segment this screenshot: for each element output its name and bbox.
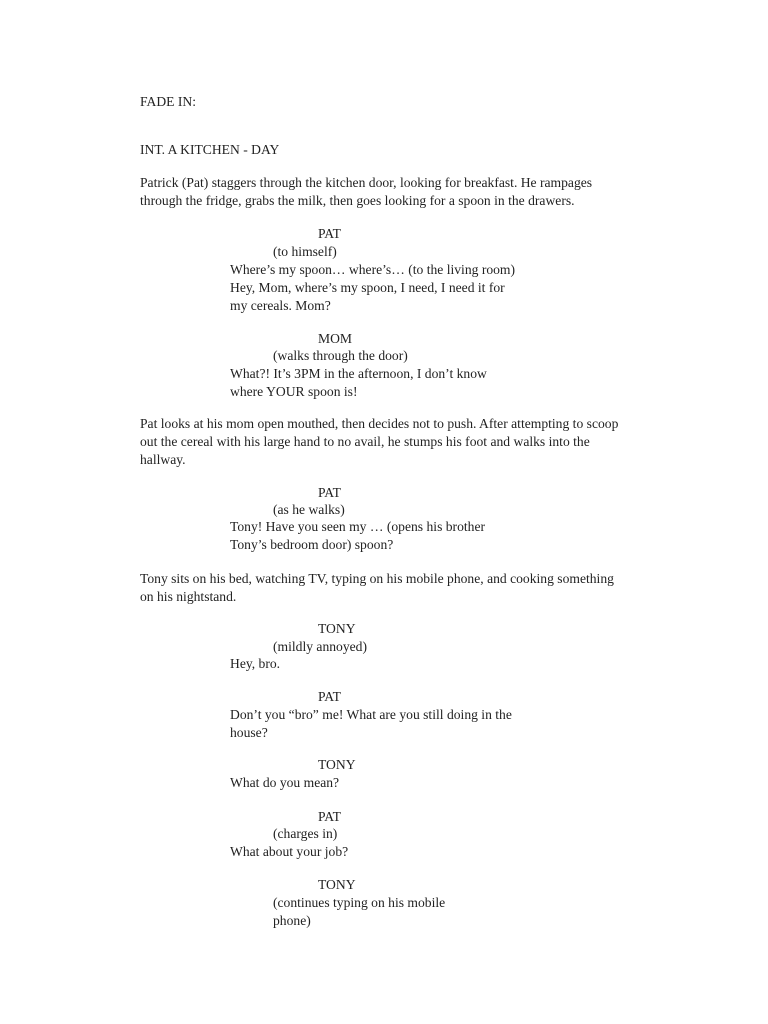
dialogue-line: house? (230, 725, 268, 740)
action-line: on his nightstand. (140, 589, 237, 604)
dialogue-line: What?! It’s 3PM in the afternoon, I don’t know (230, 366, 487, 381)
character-name: PAT (318, 226, 341, 241)
action-line: out the cereal with his large hand to no avail, he stumps his foot and walks into the (140, 434, 590, 449)
parenthetical: (mildly annoyed) (273, 639, 368, 654)
dialogue-line: Hey, Mom, where’s my spoon, I need, I need it for (230, 280, 505, 295)
dialogue (230, 365, 487, 401)
dialogue-line: What do you mean? (230, 775, 340, 790)
character-name: PAT (318, 809, 341, 824)
parenthetical: (walks through the door) (273, 348, 408, 363)
parenthetical: (charges in) (273, 826, 338, 841)
transition: FADE IN: (140, 94, 197, 109)
dialogue-line: where YOUR spoon is! (230, 384, 358, 399)
action-paragraph (140, 570, 614, 606)
parenthetical-line: (continues typing on his mobile (273, 895, 446, 910)
dialogue (230, 518, 485, 554)
dialogue (230, 843, 348, 861)
parenthetical: (to himself) (273, 244, 337, 259)
action-paragraph (140, 415, 618, 469)
parenthetical: (as he walks) (273, 502, 345, 517)
dialogue (230, 261, 515, 315)
action-line: Tony sits on his bed, watching TV, typing on his mobile phone, and cooking something (140, 571, 614, 586)
dialogue (230, 774, 339, 792)
character-name: PAT (318, 485, 341, 500)
dialogue-line: What about your job? (230, 844, 349, 859)
action-line: Patrick (Pat) staggers through the kitchen door, looking for breakfast. He rampages (140, 175, 593, 190)
character-name: PAT (318, 689, 341, 704)
dialogue-line: my cereals. Mom? (230, 298, 331, 313)
character-name: TONY (318, 877, 356, 892)
dialogue (230, 706, 512, 742)
dialogue-line: Where’s my spoon… where’s… (to the living room) (230, 262, 516, 277)
dialogue-line: Tony’s bedroom door) spoon? (230, 537, 394, 552)
action-line: through the fridge, grabs the milk, then goes looking for a spoon in the drawers. (140, 193, 575, 208)
scene-heading: INT. A KITCHEN - DAY (140, 142, 280, 157)
character-name: TONY (318, 621, 356, 636)
dialogue-line: Hey, bro. (230, 656, 281, 671)
action-line: hallway. (140, 452, 186, 467)
dialogue (230, 655, 280, 673)
action-paragraph (140, 174, 592, 210)
character-name: TONY (318, 757, 356, 772)
parenthetical-line: phone) (273, 913, 311, 928)
action-line: Pat looks at his mom open mouthed, then decides not to push. After attempting to scoop (140, 416, 619, 431)
dialogue-line: Don’t you “bro” me! What are you still doing in the (230, 707, 512, 722)
parenthetical (273, 894, 445, 930)
dialogue-line: Tony! Have you seen my … (opens his brother (230, 519, 486, 534)
character-name: MOM (318, 331, 352, 346)
